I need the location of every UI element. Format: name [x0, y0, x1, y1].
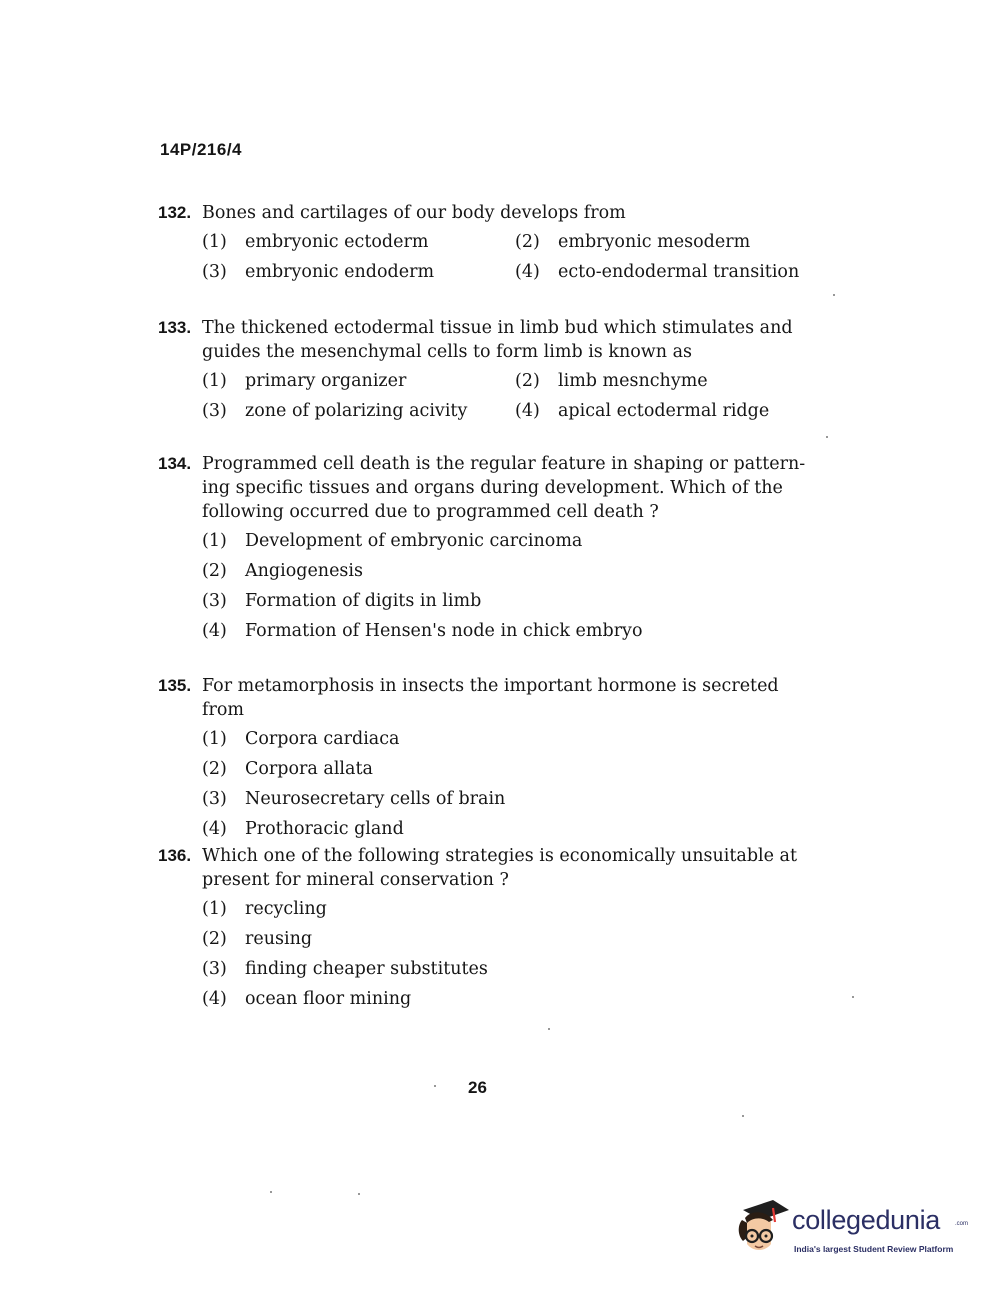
- option-2: (2) limb mesnchyme: [515, 371, 708, 391]
- option-1: (1) embryonic ectoderm: [202, 232, 429, 252]
- question-stem: [158, 316, 823, 364]
- question-136: [158, 844, 823, 1017]
- question-134: [158, 452, 823, 649]
- question-text: The thickened ectodermal tissue in limb bud which stimulates and guides the mesenchymal cells to form limb is known as: [202, 318, 793, 362]
- options: [202, 897, 823, 1012]
- question-text: Which one of the following strategies is economically unsuitable at present for mineral conservation ?: [202, 846, 798, 890]
- option-3: (3) Neurosecretary cells of brain: [202, 789, 506, 809]
- option-3: (3) embryonic endoderm: [202, 262, 435, 282]
- option-4: (4) ocean floor mining: [202, 989, 412, 1009]
- scan-speck: [358, 1193, 360, 1195]
- option-1: (1) primary organizer: [202, 371, 407, 391]
- option-1: (1) Corpora cardiaca: [202, 729, 400, 749]
- brand-tagline: India's largest Student Review Platform: [794, 1244, 954, 1254]
- option-2: (2) embryonic mesoderm: [515, 232, 751, 252]
- scan-speck: [852, 996, 854, 998]
- question-number: 133.: [158, 318, 192, 337]
- collegedunia-watermark: [735, 1196, 969, 1262]
- options: [202, 230, 823, 285]
- question-135: [158, 674, 823, 847]
- option-3: (3) finding cheaper substitutes: [202, 959, 488, 979]
- options: [202, 369, 823, 424]
- question-text: Programmed cell death is the regular feature in shaping or pattern-ing specific tissues and organs during development. Which of the following occurred due to programmed cell death ?: [202, 454, 806, 522]
- option-4: (4) Formation of Hensen's node in chick embryo: [202, 621, 643, 641]
- options: [202, 727, 823, 842]
- option-3: (3) Formation of digits in limb: [202, 591, 482, 611]
- brand-name: collegedunia: [792, 1205, 941, 1235]
- question-stem: [158, 674, 823, 722]
- question-text: For metamorphosis in insects the important hormone is secreted from: [202, 676, 779, 720]
- option-2: (2) reusing: [202, 929, 313, 949]
- option-1: (1) Development of embryonic carcinoma: [202, 531, 583, 551]
- question-132: [158, 201, 823, 285]
- question-number: 132.: [158, 203, 192, 222]
- question-number: 135.: [158, 676, 192, 695]
- option-2: (2) Angiogenesis: [202, 561, 363, 581]
- question-number: 136.: [158, 846, 192, 865]
- option-4: (4) Prothoracic gland: [202, 819, 404, 839]
- scan-speck: [826, 436, 828, 438]
- question-stem: [158, 201, 823, 225]
- scan-speck: [742, 1115, 744, 1117]
- question-text: Bones and cartilages of our body develops from: [202, 203, 626, 223]
- scan-speck: [270, 1191, 272, 1193]
- option-1: (1) recycling: [202, 899, 327, 919]
- question-133: [158, 316, 823, 424]
- question-number: 134.: [158, 454, 192, 473]
- question-stem: [158, 452, 823, 524]
- options: [202, 529, 823, 644]
- option-4: (4) ecto-endodermal transition: [515, 262, 800, 282]
- paper-code: 14P/216/4: [160, 140, 243, 159]
- scan-speck: [548, 1028, 550, 1030]
- mascot-icon: [735, 1196, 791, 1258]
- scan-speck: [833, 294, 835, 296]
- question-stem: [158, 844, 823, 892]
- scan-speck: [434, 1085, 436, 1087]
- option-3: (3) zone of polarizing acivity: [202, 401, 468, 421]
- option-4: (4) apical ectodermal ridge: [515, 401, 770, 421]
- page-number: 26: [468, 1078, 487, 1097]
- brand-suffix: .com: [955, 1221, 969, 1227]
- option-2: (2) Corpora allata: [202, 759, 373, 779]
